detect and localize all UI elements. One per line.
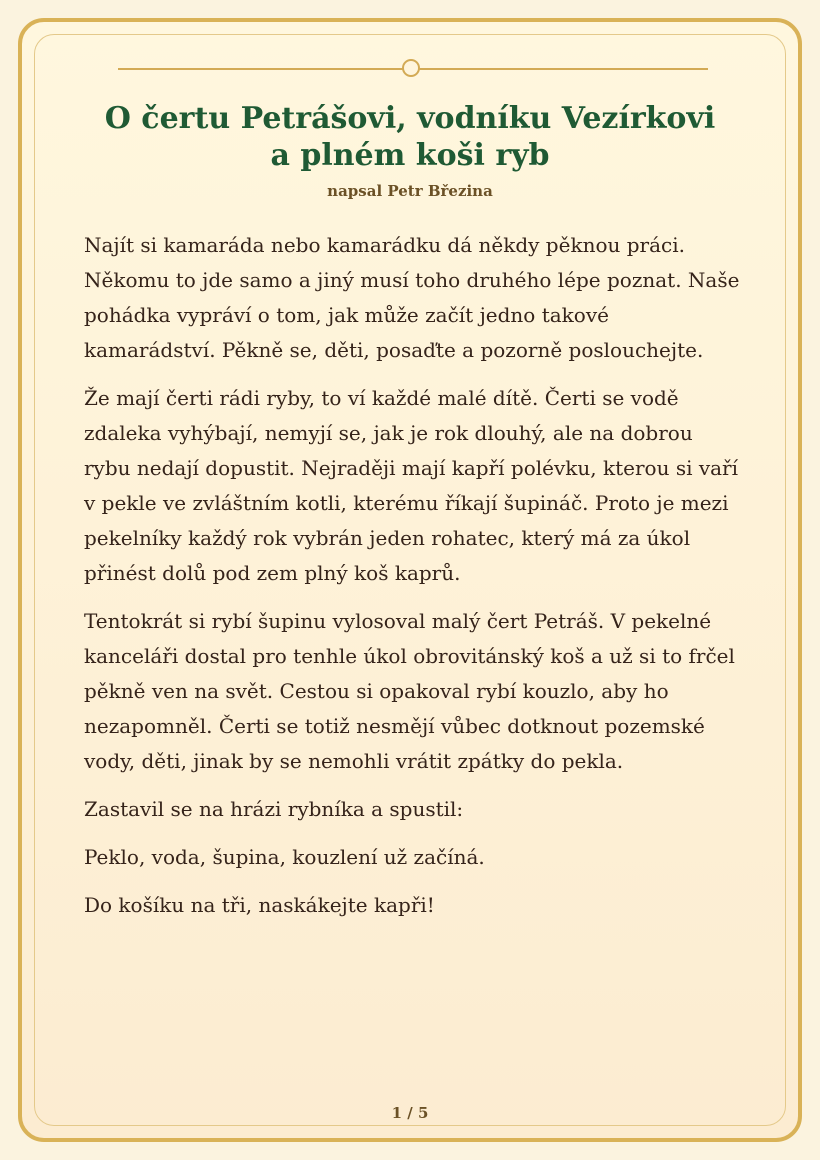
author-line: napsal Petr Březina xyxy=(327,182,493,200)
story-page xyxy=(18,18,802,1142)
story-paragraph: Peklo, voda, šupina, kouzlení už začíná. xyxy=(84,845,485,869)
story-title xyxy=(50,100,770,174)
story-paragraph: Do košíku na tři, naskákejte kapři! xyxy=(84,893,435,917)
story-paragraph: Najít si kamaráda nebo kamarádku dá někdy pěknou práci. Někomu to jde samo a jiný musí toho druhého lépe poznat. Naše pohádka vypráví o tom, jak může začít jedno takové kamarádství. Pěkně se, děti, posaďte a pozorně poslouchejte. xyxy=(84,233,740,362)
header-ornament xyxy=(118,66,708,76)
story-text xyxy=(84,228,744,936)
story-paragraph: Že mají čerti rádi ryby, to ví každé malé dítě. Čerti se vodě zdaleka vyhýbají, nemyjí se, jak je rok dlouhý, ale na dobrou rybu nedají dopustit. Nejraději mají kapří polévku, kterou si vaří v pekle ve zvláštním kotli, kterému říkají šupináč. Proto je mezi pekelníky každý rok vybrán jeden rohatec, který má za úkol přinést dolů pod zem plný koš kaprů. xyxy=(84,386,739,585)
story-paragraph: Zastavil se na hrázi rybníka a spustil: xyxy=(84,797,464,821)
ornament-circle xyxy=(402,59,420,77)
title-line: a plném koši ryb xyxy=(270,138,550,173)
page-number: 1 / 5 xyxy=(391,1104,429,1122)
title-line: O čertu Petrášovi, vodníku Vezírkovi xyxy=(104,101,716,136)
story-paragraph: Tentokrát si rybí šupinu vylosoval malý čert Petráš. V pekelné kanceláři dostal pro tenhle úkol obrovitánský koš a už si to frčel pěkně ven na svět. Cestou si opakoval rybí kouzlo, aby ho nezapomněl. Čerti se totiž nesmějí vůbec dotknout pozemské vody, děti, jinak by se nemohli vrátit zpátky do pekla. xyxy=(84,609,735,773)
